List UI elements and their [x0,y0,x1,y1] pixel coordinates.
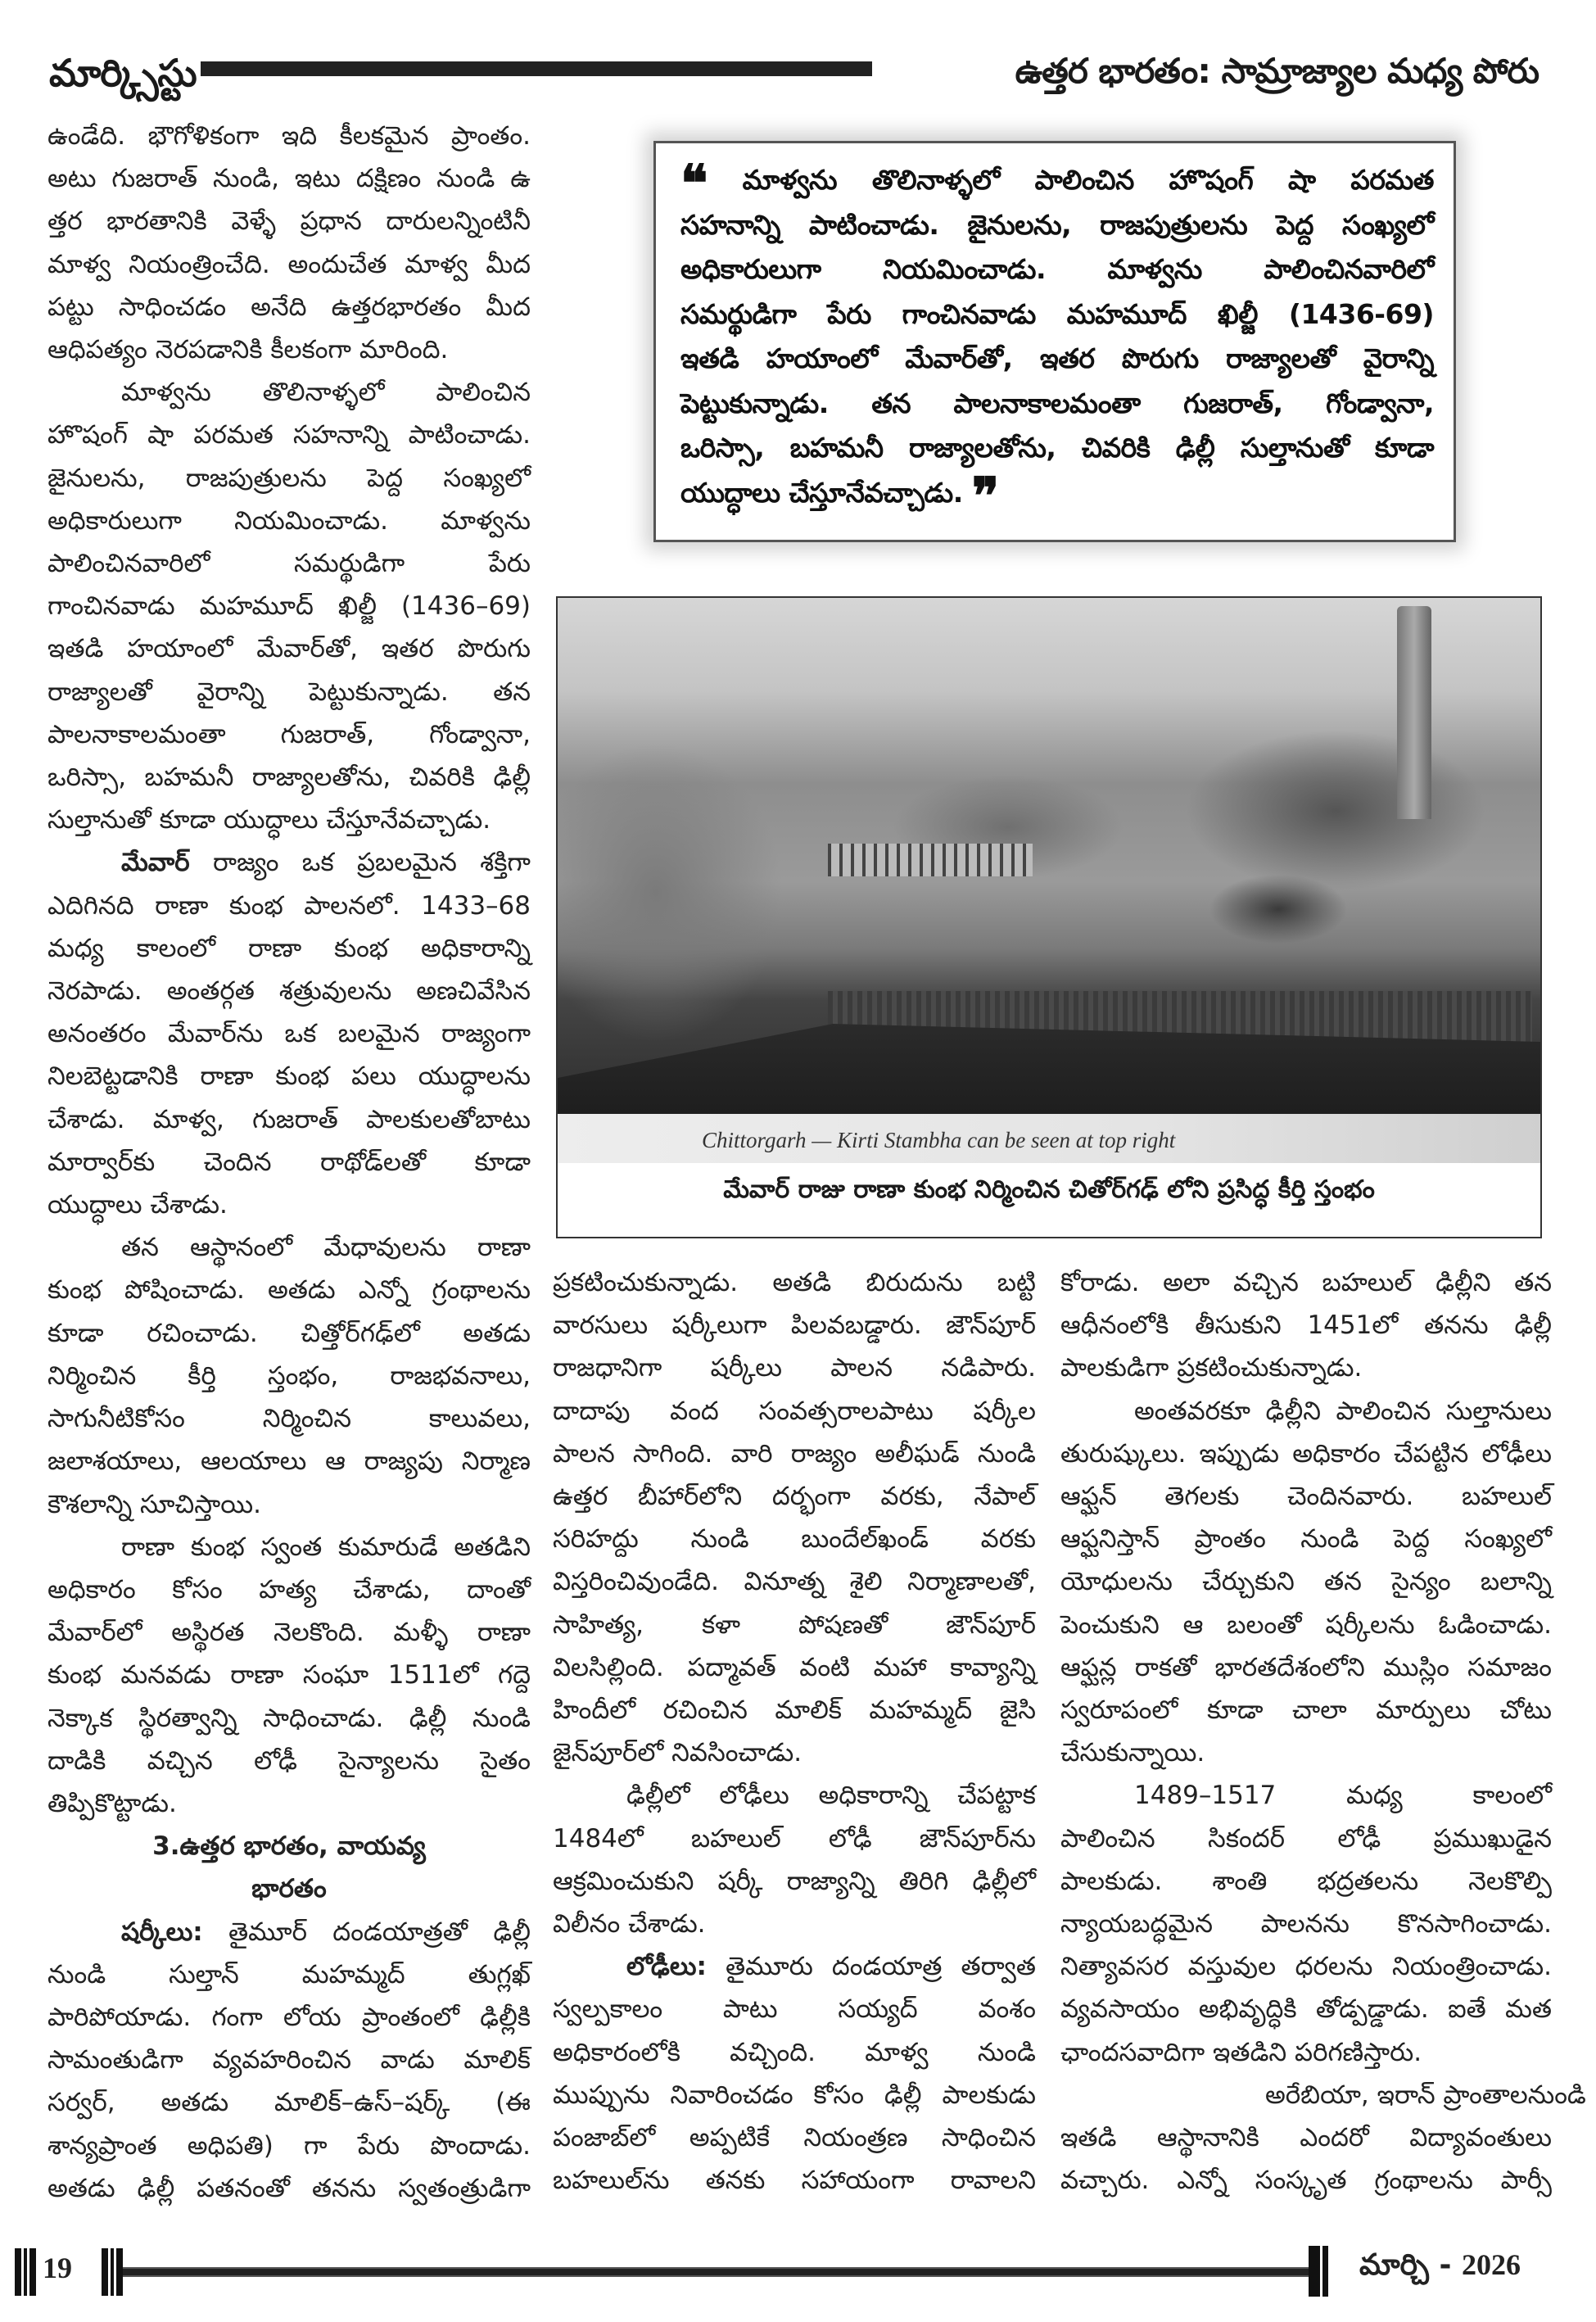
text-line: దాదాపు వంద సంవత్సరాలపాటు షర్కీల [553,1396,1036,1426]
text-line: విస్తరించివుండేది. వినూత్న శైలి నిర్మాణాలతో, [553,1567,1036,1597]
photo-colonnade [828,844,1033,876]
photo-caption-english: Chittorgarh — Kirti Stambha can be seen at top right [558,1114,1540,1163]
quote-line: పెట్టుకున్నాడు. తన పాలనాకాలమంతా గుజరాత్, గోండ్వానా, [680,387,1434,419]
text-line: యోధులను చేర్చుకుని తన సైన్యం బలాన్ని [1060,1567,1552,1597]
pull-quote [653,141,1456,542]
text-line: విలీనం చేశాడు. [553,1909,706,1940]
quote-line: సమర్థుడిగా పేరు గాంచినవాడు మహమూద్ ఖిల్జీ (1436-69) [680,297,1434,330]
text-line: కోరాడు. అలా వచ్చిన బహలుల్ ఢిల్లీని తన [1060,1268,1552,1297]
close-quote-icon: ❞ [971,465,999,526]
kirti-stambha-tower [1397,606,1431,819]
text-line: రాణా కుంభ స్వంత కుమారుడే అతడిని [121,1532,531,1562]
text-line: దాడికి వచ్చిన లోఢీ సైన్యాలను సైతం [47,1745,531,1776]
text-line: నుండి సుల్తాన్ మహమ్మద్ తుగ్లఖ్ [47,1959,531,1989]
text-line: పెంచుకుని ఆ బలంతో షర్కీలను ఓడించాడు. [1060,1609,1552,1640]
text-line: ఢిల్లీలో లోఢీలు అధికారాన్ని చేపట్టాక [626,1781,1036,1811]
footer-rule [123,2267,1315,2277]
quote-line: ఇతడి హయాంలో మేవార్‌తో, ఇతర పొరుగు రాజ్యాలతో వైరాన్ని [680,342,1434,374]
text-line: రాజధానిగా షర్కీలు పాలన నడిపారు. [553,1353,1036,1383]
text-line: జలాశయాలు, ఆలయాలు ఆ రాజ్యపు నిర్మాణ [47,1446,531,1477]
text-line: తన ఆస్థానంలో మేధావులను రాణా [121,1233,531,1263]
text-line: అధికారం కోసం హత్య చేశాడు, దాంతో [47,1574,531,1605]
text-line: పాలించినవారిలో సమర్థుడిగా పేరు [47,549,531,579]
text-line: పాలకుడు. శాంతి భద్రతలను నెలకొల్పి [1060,1866,1552,1896]
column-left [47,115,531,2210]
text-line: ఛాందసవాదిగా ఇతడిని పరిగణిస్తారు. [1060,2037,1422,2067]
issue-year: 2026 [1461,2248,1521,2281]
photo-caption-telugu: మేవార్ రాజు రాణా కుంభ నిర్మించిన చితోర్‌గఢ్ లోని ప్రసిద్ధ కీర్తి స్తంభం [723,1175,1375,1204]
text-line: శాన్యప్రాంత అధిపతి) గా పేరు పొందాడు. [47,2130,531,2161]
text-line: సర్వర్, అతడు మాలిక్–ఉస్–షర్క్ (ఈ [47,2088,531,2118]
date-separator: - [1439,2248,1452,2282]
text-line: పంజాబ్‌లో అప్పటికే నియంత్రణ సాధించిన [553,2123,1036,2153]
footer-bars-middle [102,2248,124,2296]
text-line: మధ్య కాలంలో రాణా కుంభ అధికారాన్ని [47,933,531,963]
quote-line: ఒరిస్సా, బహమనీ రాజ్యాలతోను, చివరికి ఢిల్లీ సుల్తానుతో కూడా [680,432,1434,464]
chittorgarh-photo [558,598,1540,1114]
footer-bars-right [1309,2246,1330,2297]
text-line: జైనులను, రాజపుత్రులను పెద్ద సంఖ్యలో [47,463,531,493]
text-line: నిర్మించిన కీర్తి స్తంభం, రాజభవనాలు, [47,1360,531,1391]
text-line: స్వరూపంలో కూడా చాలా మార్పులు చోటు [1060,1695,1552,1726]
text-line: అరేబియా, ఇరాన్ ప్రాంతాలనుండి [1265,2080,1586,2110]
text-line: స్వల్పకాలం పాటు సయ్యద్ వంశం [553,1994,1036,2025]
subheading-lead: షర్కీలు: [121,1917,203,1947]
text-line: నిత్యావసర వస్తువుల ధరలను నియంత్రించాడు. [1060,1952,1552,1982]
quote-line: యుద్ధాలు చేస్తూనేవచ్చాడు. ❞ [680,465,999,526]
section-heading: 3.ఉత్తర భారతం, వాయవ్య [152,1831,426,1862]
text-line: హొషంగ్ షా పరమత సహనాన్ని పాటించాడు. [47,420,531,450]
text-line: ముప్పును నివారించడం కోసం ఢిల్లీ పాలకుడు [553,2080,1036,2110]
text-line: కుంభ మనవడు రాణా సంఘా 1511లో గద్దె [47,1660,531,1691]
text-line: మేవార్ రాజ్యం ఒక ప్రబలమైన శక్తిగా [121,848,531,878]
text-line: సాగునీటికోసం నిర్మించిన కాలువలు, [47,1404,531,1434]
text-line: ఆధిపత్యం నెరపడానికి కీలకంగా మారింది. [47,335,449,365]
text-line: ఆక్రమించుకుని షర్కీ రాజ్యాన్ని తిరిగి ఢిల్లీలో [553,1866,1036,1896]
text-line: సాహిత్య, కళా పోషణతో జౌన్‌పూర్ [553,1609,1036,1640]
text-line: ఆఫ్ఘన్ల రాకతో భారతదేశంలోని ముస్లిం సమాజం [1060,1652,1552,1682]
text-line: ఉత్తర బీహార్‌లోని దర్భంగా వరకు, నేపాల్ [553,1482,1036,1512]
text-line: ఒరిస్సా, బహమనీ రాజ్యాలతోను, చివరికి ఢిల్లీ [47,763,531,793]
text-line: బహలుల్‌ను తనకు సహాయంగా రావాలని [553,2166,1036,2196]
text-line: సామంతుడిగా వ్యవహరించిన వాడు మాలిక్ [47,2045,531,2075]
text-line: అంతవరకూ ఢిల్లీని పాలించిన సుల్తానులు [1134,1396,1552,1426]
text-line: ఆధీనంలోకి తీసుకుని 1451లో తనను ఢిల్లీ [1060,1310,1552,1341]
running-title: ఉత్తర భారతం: సామ్రాజ్యాల మధ్య పోరు [1015,51,1539,91]
publication-name: మార్క్సిస్టు [49,51,197,95]
issue-date [1359,2247,1521,2289]
text-line: షర్కీలు: తైమూర్ దండయాత్రతో ఢిల్లీ [121,1917,531,1947]
text-line: అధికారంలోకి వచ్చింది. మాళ్వ నుండి [553,2037,1036,2067]
text-line: జైన్‌పూర్‌లో నివసించాడు. [553,1738,803,1768]
text-line: తిప్పికొట్టాడు. [47,1788,177,1818]
text-line: పాలించిన సికందర్ లోఢీ ప్రముఖుడైన [1060,1823,1552,1854]
text-line: హిందీలో రచించిన మాలిక్ మహమ్మద్ జైసి [553,1695,1036,1726]
text-line: అటు గుజరాత్ నుండి, ఇటు దక్షిణం నుండి ఉ [47,164,531,194]
issue-month: మార్చి [1359,2248,1429,2282]
text-line: ప్రకటించుకున్నాడు. అతడి బిరుదును బట్టి [553,1268,1036,1297]
text-line: పాలన సాగింది. వారి రాజ్యం అలీఘడ్ నుండి [553,1438,1036,1469]
text-line: పాలనాకాలమంతా గుజరాత్, గోండ్వానా, [47,719,531,749]
section-heading: భారతం [251,1874,327,1904]
text-line: తురుష్కులు. ఇప్పుడు అధికారం చేపట్టిన లోఢీలు [1060,1438,1552,1469]
text-line: 1484లో బహలుల్ లోఢీ జౌన్‌పూర్‌ను [553,1823,1036,1854]
text-line: యుద్ధాలు చేశాడు. [47,1190,228,1220]
text-line: నెక్కాక స్థిరత్వాన్ని సాధించాడు. ఢిల్లీ నుండి [47,1703,531,1733]
text-line: సరిహద్దు నుండి బుందేల్‌ఖండ్ వరకు [553,1524,1036,1555]
text-line: ఆఫ్ఘనిస్తాన్ ప్రాంతం నుండి పెద్ద సంఖ్యలో [1060,1524,1552,1555]
text-line: కౌశలాన్ని సూచిస్తాయి. [47,1489,261,1519]
text-line: మేవార్‌లో అస్థిరత నెలకొంది. మళ్ళీ రాణా [47,1618,531,1648]
text-line: న్యాయబద్ధమైన పాలనను కొనసాగించాడు. [1060,1909,1552,1940]
text-line: ఇతడి ఆస్థానానికి ఎందరో విద్యావంతులు [1060,2123,1552,2153]
text-line: అధికారులుగా నియమించాడు. మాళ్వను [47,505,531,536]
text-line: 1489–1517 మధ్య కాలంలో [1134,1781,1552,1811]
subheading-lead: మేవార్ [121,848,190,878]
text-line: పారిపోయాడు. గంగా లోయ ప్రాంతంలో ఢిల్లీకి [47,2002,531,2032]
text-line: మాళ్వను తొలినాళ్ళలో పాలించిన [121,378,531,408]
text-line: వ్యవసాయం అభివృద్ధికి తోడ్పడ్డాడు. ఐతే మత [1060,1994,1552,2025]
text-line: కుంభ పోషించాడు. అతడు ఎన్నో గ్రంథాలను [47,1275,531,1306]
column-right [1060,1261,1586,2202]
text-line: లోఢీలు: తైమూరు దండయాత్ర తర్వాత [626,1952,1036,1982]
text-line: ఉండేది. భౌగోళికంగా ఇది కీలకమైన ప్రాంతం. [47,121,531,151]
text-line: మాళ్వ నియంత్రించేది. అందుచేత మాళ్వ మీద [47,249,531,279]
text-line: చేసుకున్నాయి. [1060,1738,1205,1768]
text-line: వారసులు షర్కీలుగా పిలవబడ్డారు. జౌన్‌పూర్ [553,1310,1036,1341]
text-line: మార్వార్‌కు చెందిన రాథోడ్‌లతో కూడా [47,1147,531,1177]
text-line: నెరపాడు. అంతర్గత శత్రువులను అణచివేసిన [47,976,531,1007]
text-line: అనంతరం మేవార్‌ను ఒక బలమైన రాజ్యంగా [47,1019,531,1049]
text-line: ఇతడి హయాంలో మేవార్‌తో, ఇతర పొరుగు [47,634,531,664]
text-line: పాలకుడిగా ప్రకటించుకున్నాడు. [1060,1353,1363,1383]
subheading-lead: లోఢీలు: [626,1952,707,1982]
page-number: 19 [43,2252,72,2284]
text-line: కూడా రచించాడు. చిత్తోర్‌గఢ్‌లో అతడు [47,1318,531,1348]
text-line: అతడు ఢిల్లీ పతనంతో తనను స్వతంత్రుడిగా [47,2173,531,2203]
text-line: వచ్చారు. ఎన్నో సంస్కృత గ్రంథాలను పార్సీ [1060,2166,1552,2196]
header-rule [201,61,872,76]
quote-line: అధికారులుగా నియమించాడు. మాళ్వను పాలించినవారిలో [680,253,1434,285]
text-line: చేశాడు. మాళ్వ, గుజరాత్ పాలకులతోబాటు [47,1104,531,1134]
open-quote-icon: ❝ [680,153,708,213]
text-line: సుల్తానుతో కూడా యుద్ధాలు చేస్తూనేవచ్చాడు. [47,805,491,835]
text-line: ఆఫ్ఘన్ తెగలకు చెందినవారు. బహలుల్ [1060,1482,1552,1512]
text-line: గాంచినవాడు మహమూద్ ఖిల్జీ (1436–69) [47,591,531,622]
pull-quote-box [653,141,1456,542]
quote-line: ❝ మాళ్వను తొలినాళ్ళలో పాలించిన హొషంగ్ షా పరమత [680,153,1434,213]
text-line: నిలబెట్టడానికి రాణా కుంభ పలు యుద్ధాలను [47,1061,531,1092]
text-line: ఎదిగినది రాణా కుంభ పాలనలో. 1433–68 [47,890,531,921]
figure [556,596,1542,1238]
footer-bars-left [15,2248,38,2296]
text-line: పట్టు సాధించడం అనేది ఉత్తరభారతం మీద [47,292,531,322]
pull-quote-text [680,153,1434,526]
text-line: రాజ్యాలతో వైరాన్ని పెట్టుకున్నాడు. తన [47,677,531,707]
text-line: త్తర భారతానికి వెళ్ళే ప్రధాన దారులన్నింటినీ [47,206,531,237]
quote-line: సహనాన్ని పాటించాడు. జైనులను, రాజపుత్రులను పెద్ద సంఖ్యలో [680,208,1434,241]
column-middle [553,1261,1036,2202]
text-line: విలసిల్లింది. పద్మావత్ వంటి మహా కావ్యాన్ని [553,1652,1036,1682]
